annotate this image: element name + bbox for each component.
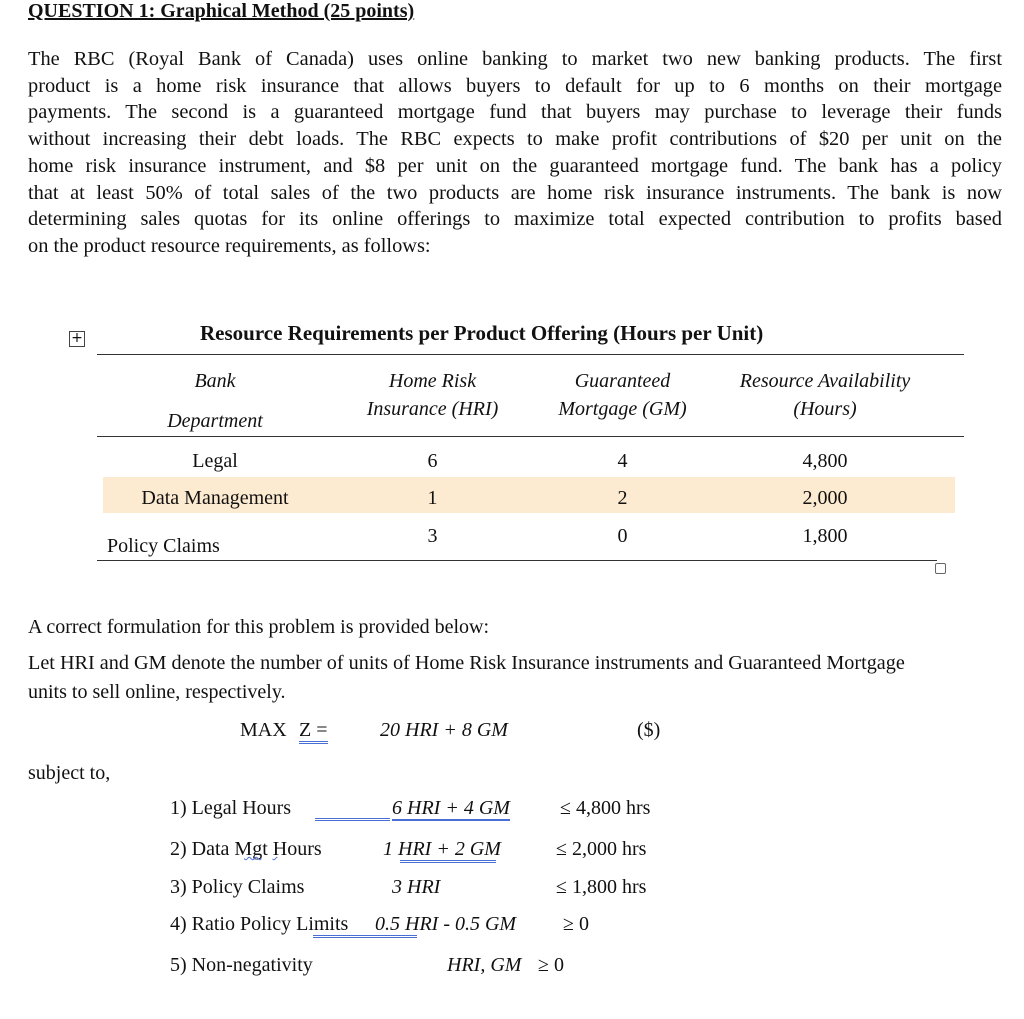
intro-line: The RBC (Royal Bank of Canada) uses online banking to market two new banking products. The first — [28, 48, 1002, 70]
constraint-2-lhs: 1 HRI + 2 GM — [383, 838, 501, 860]
intro-line: product is a home risk insurance that allows buyers to default for up to 6 months on their mortgage — [28, 74, 1002, 97]
header-avail-line1: Resource Availability — [739, 370, 911, 392]
row-legal-hri: 6 — [427, 450, 438, 472]
header-dept-line2: Department — [167, 410, 263, 432]
row-policy-claims-hri: 3 — [427, 525, 438, 547]
table-header-rule — [97, 436, 964, 437]
constraint-4-rhs: ≥ 0 — [563, 913, 589, 935]
constraint-5-label: 5) Non-negativity — [170, 954, 313, 976]
constraint-2-rhs: ≤ 2,000 hrs — [556, 838, 647, 860]
header-hri-line2: Insurance (HRI) — [366, 398, 499, 420]
constraint-1-label: 1) Legal Hours — [170, 797, 292, 819]
row-legal-gm: 4 — [617, 450, 628, 472]
objective-label: MAX — [240, 719, 287, 741]
row-policy-claims-avail: 1,800 — [802, 525, 848, 547]
intro-line: home risk insurance instrument, and $8 per unit on the guaranteed mortgage fund. The bank has a policy — [28, 154, 1002, 177]
row-legal-avail: 4,800 — [802, 450, 848, 472]
constraint-5-lhs: HRI, GM — [447, 954, 522, 976]
header-gm-line1: Guaranteed — [574, 370, 671, 392]
row-data-mgmt-gm: 2 — [617, 487, 628, 509]
constraint-2-label: 2) Data Mgt Hours — [170, 838, 322, 860]
constraint-3-label: 3) Policy Claims — [170, 876, 305, 898]
constraint-3-rhs: ≤ 1,800 hrs — [556, 876, 647, 898]
spellcheck-squiggle — [244, 838, 277, 861]
table-title: Resource Requirements per Product Offering (Hours per Unit) — [200, 321, 764, 345]
intro-line: that at least 50% of total sales of the two products are home risk insurance instruments. The bank is now — [28, 181, 1002, 204]
problem-description — [28, 46, 1002, 260]
intro-line: without increasing their debt loads. The RBC expects to make profit contributions of $20 per unit on the — [28, 128, 1002, 151]
header-dept-line1: Bank — [194, 370, 236, 392]
objective-var: Z — [299, 719, 312, 741]
constraint-2-underline — [400, 860, 496, 863]
let-line-1: Let HRI and GM denote the number of units of Home Risk Insurance instruments and Guaranteed Mortgage — [28, 652, 905, 674]
objective-z — [299, 719, 328, 744]
row-legal-dept: Legal — [192, 450, 238, 472]
question-heading: QUESTION 1: Graphical Method (25 points) — [28, 0, 415, 22]
table-resize-handle[interactable] — [935, 563, 946, 574]
constraint-3-lhs: 3 HRI — [392, 876, 441, 898]
constraint-1-rhs: ≤ 4,800 hrs — [560, 797, 651, 819]
header-gm-line2: Mortgage (GM) — [558, 398, 687, 420]
table-bottom-rule — [97, 560, 937, 561]
formulation-intro: A correct formulation for this problem is provided below: — [28, 616, 490, 638]
constraint-4-lhs: 0.5 HRI - 0.5 GM — [375, 913, 517, 935]
objective-expression: 20 HRI + 8 GM — [380, 719, 508, 741]
intro-line: payments. The second is a guaranteed mortgage fund that buyers may purchase to leverage their funds — [28, 101, 1002, 124]
table-top-rule — [97, 354, 964, 355]
constraint-5-rhs: ≥ 0 — [538, 954, 564, 976]
subject-to-label: subject to, — [28, 762, 111, 784]
intro-line: on the product resource requirements, as follows: — [28, 234, 431, 257]
constraint-1-underline — [315, 818, 390, 821]
row-policy-claims-dept: Policy Claims — [107, 535, 220, 557]
objective-unit: ($) — [637, 719, 661, 741]
row-data-mgmt-hri: 1 — [427, 487, 438, 509]
let-line-2: units to sell online, respectively. — [28, 681, 286, 703]
constraint-4-label: 4) Ratio Policy Limits — [170, 913, 349, 935]
constraint-1-lhs: 6 HRI + 4 GM — [392, 797, 510, 819]
table-move-handle-icon[interactable]: + — [69, 331, 85, 347]
header-hri-line1: Home Risk — [388, 370, 477, 392]
row-policy-claims-gm: 0 — [617, 525, 628, 547]
intro-line: determining sales quotas for its online offerings to maximize total expected contribution to profits based — [28, 208, 1002, 231]
objective-eq: = — [316, 719, 328, 741]
row-data-mgmt-avail: 2,000 — [802, 487, 848, 509]
header-avail-line2: (Hours) — [793, 398, 857, 420]
row-data-mgmt-dept: Data Management — [141, 487, 289, 509]
